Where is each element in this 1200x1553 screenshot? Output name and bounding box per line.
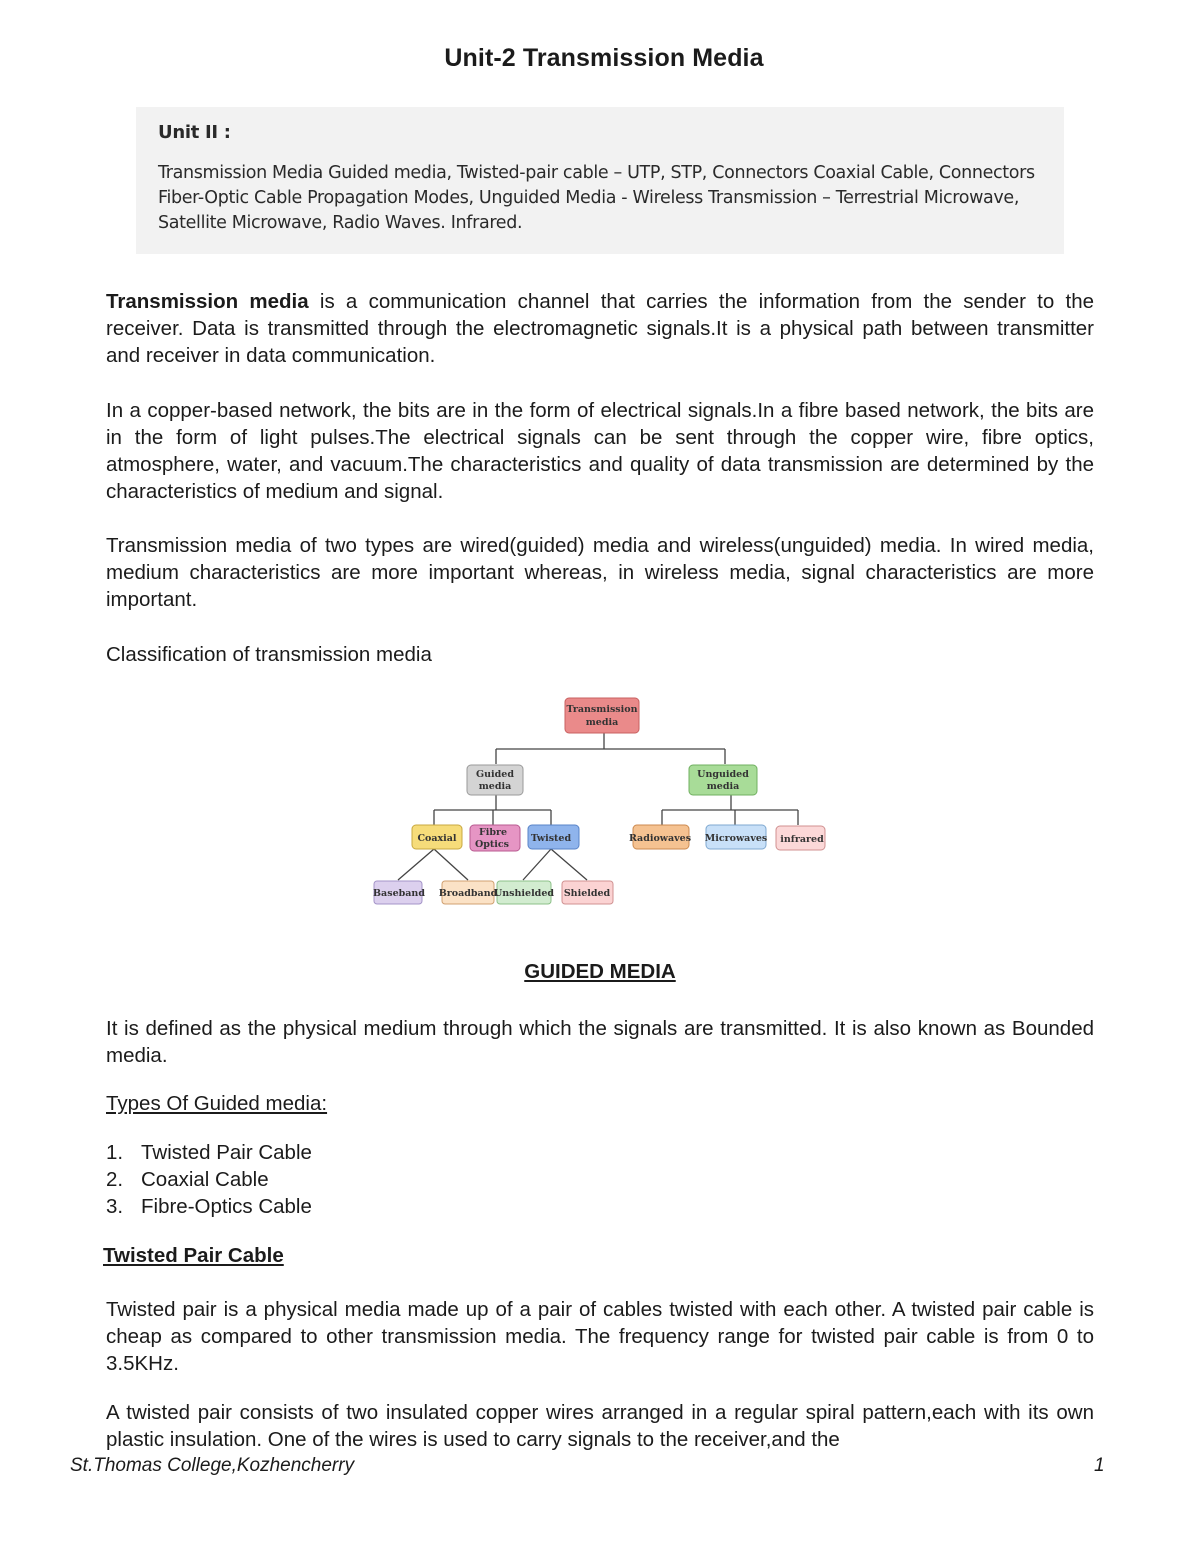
twisted-pair-paragraph-2: A twisted pair consists of two insulated copper wires arranged in a regular spiral pattern,each with its own plastic insulation. One of the wires is used to carry signals to the receiver,and the	[106, 1401, 1094, 1451]
diagram-connectors	[398, 733, 798, 880]
syllabus-heading: Unit II :	[158, 122, 231, 143]
intro-term: Transmission media	[106, 290, 309, 313]
list-item	[106, 1193, 312, 1220]
list-item	[106, 1139, 312, 1166]
node-unguided-media	[689, 765, 757, 795]
twisted-pair-heading: Twisted Pair Cable	[103, 1244, 284, 1267]
node-baseband-label: Baseband	[373, 888, 425, 899]
node-radiowaves	[629, 825, 691, 849]
node-coaxial-label: Coaxial	[417, 833, 457, 844]
node-guided-media-line2: media	[478, 781, 512, 792]
node-infrared-label: infrared	[780, 834, 824, 845]
classification-label: Classification of transmission media	[106, 643, 432, 666]
node-broadband	[439, 881, 498, 904]
node-infrared	[776, 826, 825, 850]
node-microwaves-label: Microwaves	[704, 833, 768, 844]
node-fibre-optics-line2: Optics	[474, 839, 510, 850]
list-item	[106, 1166, 312, 1193]
node-coaxial	[412, 825, 462, 849]
guided-media-heading: GUIDED MEDIA	[524, 960, 676, 983]
node-guided-media-line1: Guided	[476, 769, 514, 780]
node-unguided-media-line2: media	[706, 781, 740, 792]
twisted-pair-paragraph-1: Twisted pair is a physical media made up of a pair of cables twisted with each other. A twisted pair cable is cheap as compared to other transmission media. The frequency range for twisted pair cable is from 0 to 3.5KHz.	[106, 1298, 1094, 1375]
syllabus-body: Transmission Media Guided media, Twisted-pair cable – UTP, STP, Connectors Coaxial Cable, Connectors Fiber-Optic Cable Propagation Modes, Unguided Media - Wireless Transmission – Terrestrial Microwave, Satellite Microwave, Radio Waves. Infrared.	[158, 163, 1035, 233]
intro-paragraph	[106, 288, 1094, 369]
node-unshielded	[494, 881, 554, 904]
node-transmission-media-line1: Transmission	[566, 704, 638, 715]
node-twisted	[528, 825, 579, 849]
copper-fibre-paragraph: In a copper-based network, the bits are in the form of electrical signals.In a fibre based network, the bits are in the form of light pulses.The electrical signals can be sent through the copper wire, fibre optics, atmosphere, water, and vacuum.The characteristics and quality of data transmission are determined by the characteristics of medium and signal.	[106, 399, 1094, 503]
types-of-guided-heading: Types Of Guided media:	[106, 1092, 328, 1115]
node-baseband	[373, 881, 425, 904]
footer-page-number: 1	[1094, 1455, 1105, 1476]
node-shielded-label: Shielded	[563, 888, 611, 899]
node-radiowaves-label: Radiowaves	[628, 833, 692, 844]
classification-diagram	[370, 694, 830, 914]
list-item-label: Fibre-Optics Cable	[141, 1195, 312, 1218]
guided-media-definition: It is defined as the physical medium through which the signals are transmitted. It is also known as Bounded media.	[106, 1017, 1094, 1067]
footer-college: St.Thomas College,Kozhencherry	[70, 1455, 355, 1476]
node-microwaves	[705, 825, 768, 849]
list-item-label: Twisted Pair Cable	[141, 1141, 312, 1164]
intro-text: is a communication channel that carries the information from the sender to the receiver. Data is transmitted through the electromagnetic signals.It is a physical path between transmitter and receiver in data communication.	[106, 290, 1094, 367]
node-transmission-media-line2: media	[585, 717, 619, 728]
list-item-label: Coaxial Cable	[141, 1168, 269, 1191]
guided-types-list	[106, 1139, 312, 1220]
syllabus-box	[136, 107, 1064, 254]
node-transmission-media	[565, 698, 639, 733]
node-shielded	[562, 881, 613, 904]
node-twisted-label: Twisted	[530, 833, 572, 844]
node-unshielded-label: Unshielded	[493, 888, 555, 899]
list-item-number: 3.	[106, 1195, 124, 1218]
node-unguided-media-line1: Unguided	[697, 769, 749, 780]
list-item-number: 1.	[106, 1141, 124, 1164]
list-item-number: 2.	[106, 1168, 124, 1191]
types-of-media-paragraph: Transmission media of two types are wired(guided) media and wireless(unguided) media. In wired media, medium characteristics are more important whereas, in wireless media, signal characteristics are more important.	[106, 534, 1094, 611]
node-fibre-optics-line1: Fibre	[478, 827, 508, 838]
node-guided-media	[467, 765, 523, 795]
node-broadband-label: Broadband	[438, 888, 498, 899]
page-title: Unit-2 Transmission Media	[444, 44, 764, 72]
node-fibre-optics	[470, 825, 520, 851]
